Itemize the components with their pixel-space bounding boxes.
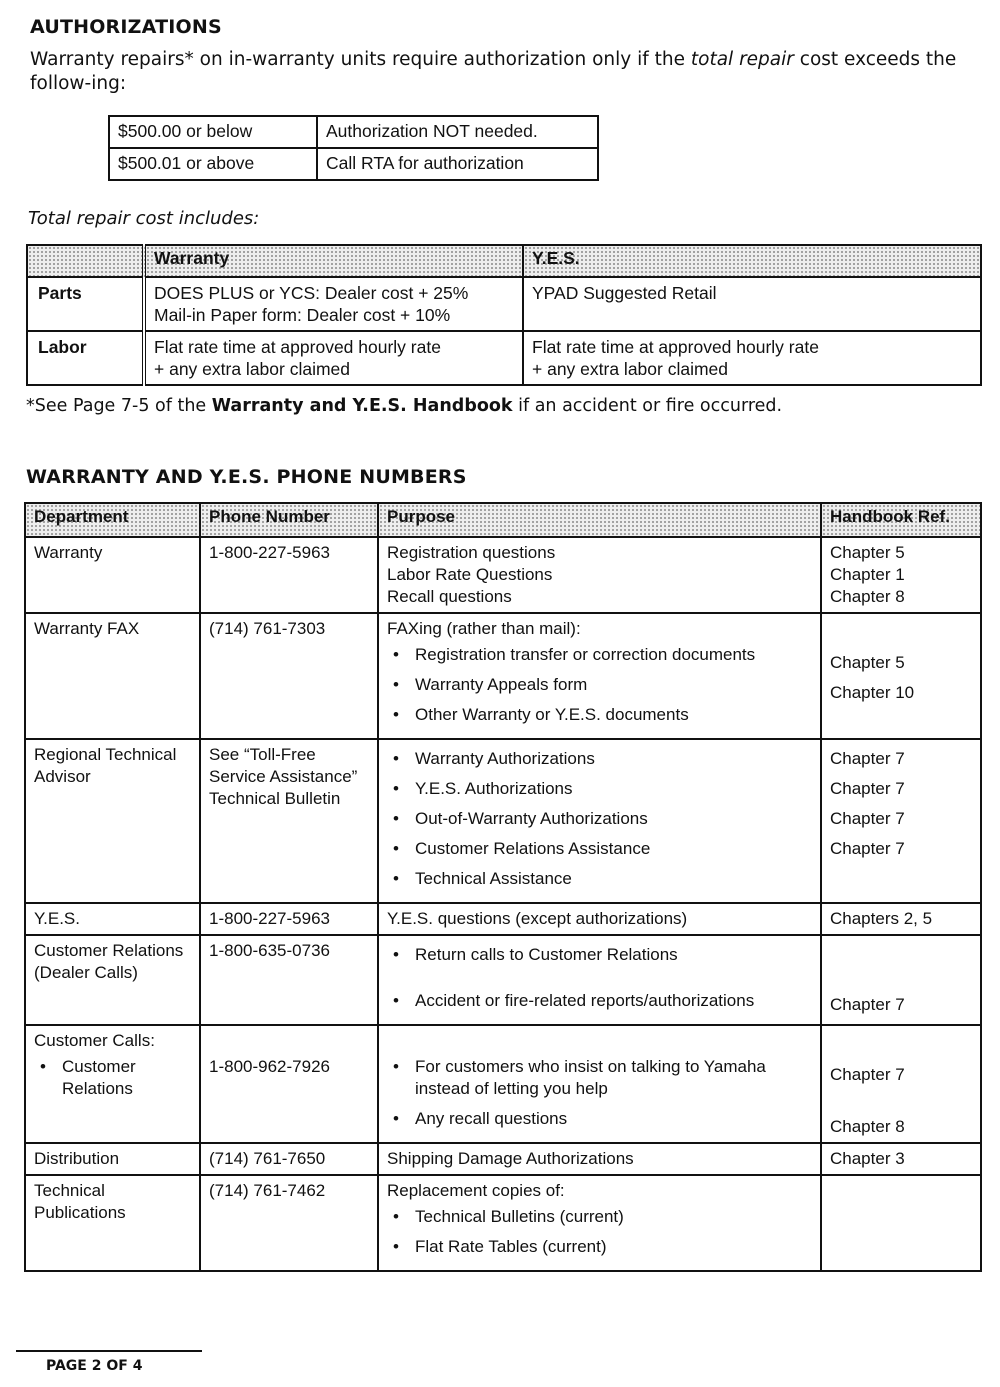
authorizations-heading: AUTHORIZATIONS (30, 16, 222, 38)
handbook-ref-cell (821, 903, 981, 935)
phone-cell: (714) 761-7650 (200, 1143, 378, 1175)
table-row (25, 537, 981, 613)
ref-line: Chapter 7 (830, 779, 905, 798)
column-header: Y.E.S. (523, 245, 981, 277)
ref-line: Chapter 7 (830, 809, 905, 828)
table-row (25, 1175, 981, 1271)
column-header: Handbook Ref. (821, 503, 981, 537)
department-list (34, 1056, 191, 1100)
phone-cell: See “Toll-Free Service Assistance” Technical Bulletin (200, 739, 378, 903)
intro-emphasis: total repair (690, 49, 794, 70)
purpose-intro: FAXing (rather than mail): (387, 619, 581, 638)
department-cell: Distribution (25, 1143, 200, 1175)
purpose-bullet: • Flat Rate Tables (current) (415, 1236, 812, 1258)
yes-cell (523, 331, 981, 385)
intro-text: Warranty repairs* on in-warranty units require authorization only if the (30, 49, 691, 70)
cost-includes-label: Total repair cost includes: (28, 208, 260, 229)
purpose-line: Registration questions (387, 543, 556, 562)
table-row (109, 148, 598, 180)
handbook-ref-cell (821, 935, 981, 1025)
footnote-text-end: if an accident or fire occurred. (512, 396, 783, 416)
table-header-row (27, 245, 981, 277)
phone-cell: (714) 761-7462 (200, 1175, 378, 1271)
handbook-ref-cell (821, 1143, 981, 1175)
phone-numbers-heading: WARRANTY AND Y.E.S. PHONE NUMBERS (26, 466, 467, 488)
department-cell (25, 1025, 200, 1143)
phone-cell: 1-800-227-5963 (200, 903, 378, 935)
intro-text-end: cost exceeds the follow-ing: (30, 49, 957, 94)
cell-line: Flat rate time at approved hourly rate (154, 337, 441, 357)
purpose-bullet: • Y.E.S. Authorizations (415, 778, 812, 800)
department-cell: Warranty FAX (25, 613, 200, 739)
table-row (25, 1025, 981, 1143)
purpose-cell (378, 1175, 821, 1271)
department-label: Customer Calls: (34, 1031, 155, 1050)
department-cell: Technical Publications (25, 1175, 200, 1271)
phone-cell: (714) 761-7303 (200, 613, 378, 739)
cell-line: Flat rate time at approved hourly rate (532, 337, 819, 357)
ref-line: Chapter 3 (830, 1149, 905, 1168)
ref-line: Chapter 7 (830, 1065, 905, 1084)
purpose-cell (378, 903, 821, 935)
cell-line: Mail-in Paper form: Dealer cost + 10% (154, 305, 451, 325)
purpose-list (387, 644, 812, 726)
department-cell: Customer Relations (Dealer Calls) (25, 935, 200, 1025)
warranty-cell (144, 331, 523, 385)
phone-cell: 1-800-635-0736 (200, 935, 378, 1025)
purpose-bullet: • Warranty Authorizations (415, 748, 812, 770)
purpose-bullet: • Technical Assistance (415, 868, 812, 890)
handbook-ref-cell (821, 1025, 981, 1143)
purpose-cell (378, 537, 821, 613)
purpose-list (387, 1206, 812, 1258)
purpose-bullet: • Registration transfer or correction documents (415, 644, 812, 666)
purpose-bullet: • Accident or fire-related reports/authorizations (415, 990, 812, 1012)
table-row (25, 1143, 981, 1175)
repair-cost-table (26, 244, 982, 386)
cell-line: DOES PLUS or YCS: Dealer cost + 25% (154, 283, 469, 303)
department-cell: Y.E.S. (25, 903, 200, 935)
footnote-handbook: Warranty and Y.E.S. Handbook (211, 396, 513, 416)
ref-line: Chapter 7 (830, 749, 905, 768)
table-row (27, 331, 981, 385)
cell-line: + any extra labor claimed (154, 359, 351, 379)
department-bullet: • Customer Relations (62, 1056, 191, 1100)
column-header: Warranty (144, 245, 523, 277)
footnote-text: *See Page 7-5 of the (26, 396, 212, 416)
ref-line: Chapter 7 (830, 995, 905, 1014)
handbook-ref-cell (821, 537, 981, 613)
phone-cell: 1-800-227-5963 (200, 537, 378, 613)
purpose-line: Recall questions (387, 587, 512, 606)
ref-line: Chapter 5 (830, 653, 905, 672)
yes-cell (523, 277, 981, 331)
amount-cell: $500.01 or above (109, 148, 317, 180)
ref-line: Chapter 8 (830, 587, 905, 606)
purpose-bullet: • Return calls to Customer Relations (415, 944, 812, 966)
purpose-list (387, 944, 812, 1012)
cell-line: + any extra labor claimed (532, 359, 729, 379)
purpose-cell (378, 935, 821, 1025)
page-number: PAGE 2 OF 4 (16, 1350, 202, 1374)
department-cell: Warranty (25, 537, 200, 613)
handbook-ref-cell (821, 1175, 981, 1271)
ref-line: Chapters 2, 5 (830, 909, 933, 928)
purpose-bullet: • Other Warranty or Y.E.S. documents (415, 704, 812, 726)
footnote (26, 396, 782, 416)
handbook-ref-cell (821, 739, 981, 903)
table-row (25, 613, 981, 739)
purpose-bullet: • Out-of-Warranty Authorizations (415, 808, 812, 830)
warranty-cell (144, 277, 523, 331)
action-cell: Authorization NOT needed. (317, 116, 598, 148)
ref-line: Chapter 1 (830, 565, 905, 584)
purpose-bullet: • For customers who insist on talking to Yamaha instead of letting you help (415, 1056, 812, 1100)
purpose-cell (378, 1143, 821, 1175)
department-cell: Regional Technical Advisor (25, 739, 200, 903)
purpose-list (387, 748, 812, 890)
phone-value: 1-800-962-7926 (209, 1057, 330, 1076)
column-header: Department (25, 503, 200, 537)
purpose-bullet: • Technical Bulletins (current) (415, 1206, 812, 1228)
purpose-line: Shipping Damage Authorizations (387, 1149, 634, 1168)
table-row (25, 935, 981, 1025)
cell-line: YPAD Suggested Retail (532, 283, 717, 303)
authorization-threshold-table (108, 115, 599, 181)
table-row (109, 116, 598, 148)
amount-cell: $500.00 or below (109, 116, 317, 148)
row-label: Labor (27, 331, 144, 385)
purpose-cell (378, 739, 821, 903)
purpose-cell (378, 1025, 821, 1143)
purpose-line: Y.E.S. questions (except authorizations) (387, 909, 688, 928)
purpose-bullet: • Warranty Appeals form (415, 674, 812, 696)
table-header-row (25, 503, 981, 537)
row-label: Parts (27, 277, 144, 331)
phone-cell (200, 1025, 378, 1143)
column-header: Phone Number (200, 503, 378, 537)
column-header: Purpose (378, 503, 821, 537)
column-header (27, 245, 144, 277)
action-cell: Call RTA for authorization (317, 148, 598, 180)
purpose-bullet: • Any recall questions (415, 1108, 812, 1130)
authorizations-intro (30, 48, 990, 96)
ref-line: Chapter 8 (830, 1117, 905, 1136)
table-row (25, 739, 981, 903)
handbook-ref-cell (821, 613, 981, 739)
phone-numbers-table (24, 502, 982, 1272)
table-row (27, 277, 981, 331)
ref-line: Chapter 10 (830, 683, 915, 702)
purpose-cell (378, 613, 821, 739)
purpose-list (387, 1056, 812, 1130)
purpose-bullet: • Customer Relations Assistance (415, 838, 812, 860)
purpose-line: Labor Rate Questions (387, 565, 553, 584)
ref-line: Chapter 5 (830, 543, 905, 562)
purpose-intro: Replacement copies of: (387, 1181, 565, 1200)
table-row (25, 903, 981, 935)
ref-line: Chapter 7 (830, 839, 905, 858)
